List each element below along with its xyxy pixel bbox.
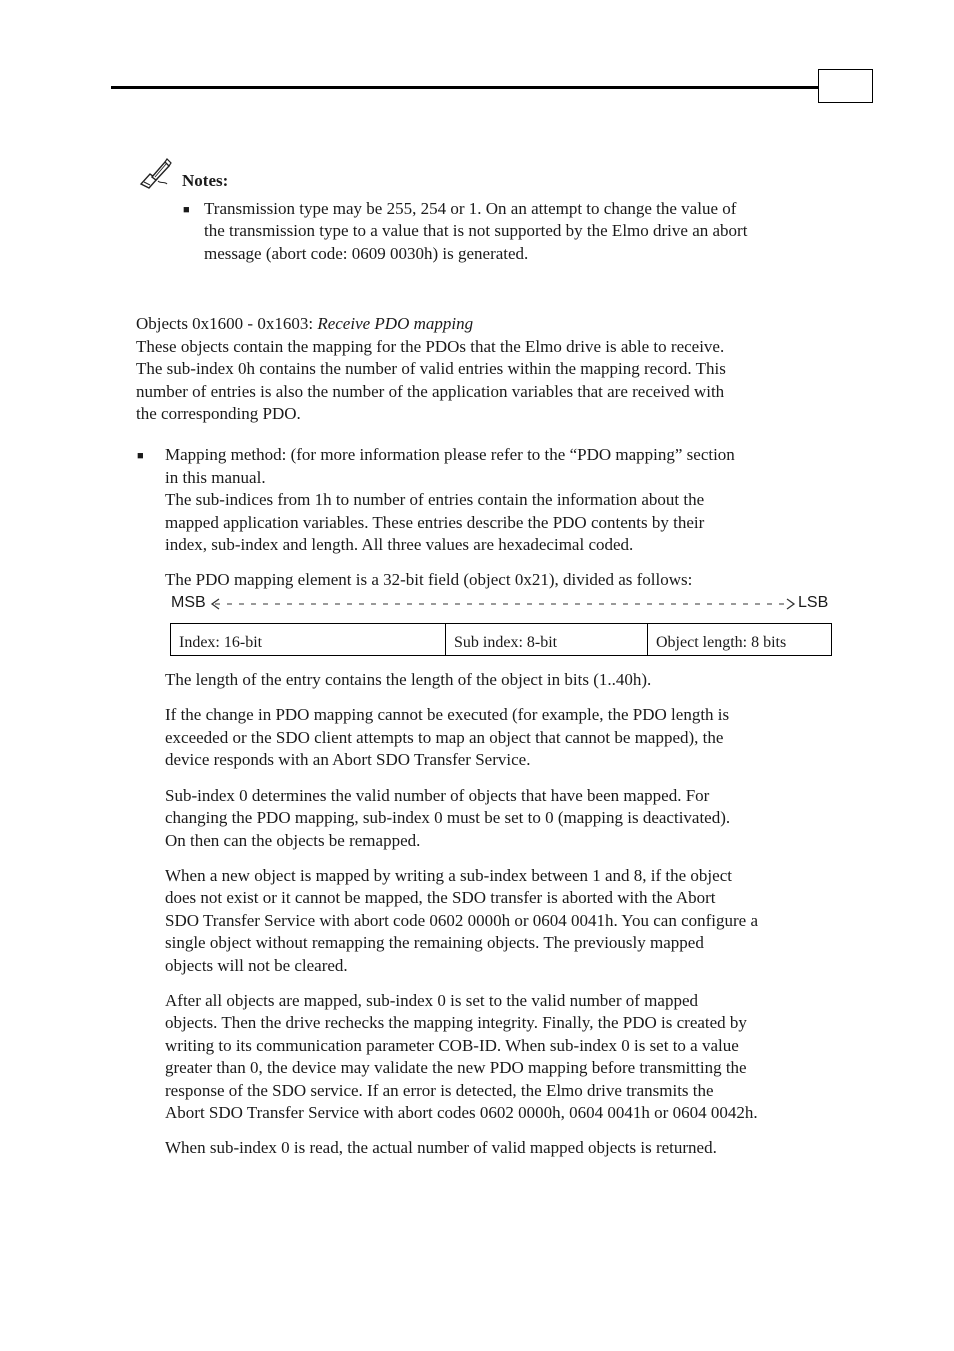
para-5-line-6: Abort SDO Transfer Service with abort codes 0602 0000h, 0604 0041h or 0604 0042h. <box>165 1103 758 1122</box>
para-5-line-3: writing to its communication parameter COB-ID. When sub-index 0 is set to a value <box>165 1036 739 1055</box>
mapping-line-2: in this manual. <box>165 468 266 487</box>
para-2-line-3: device responds with an Abort SDO Transfer Service. <box>165 750 531 769</box>
mapping-line-1: Mapping method: (for more information please refer to the “PDO mapping” section <box>165 445 735 464</box>
para-3-line-1: Sub-index 0 determines the valid number of objects that have been mapped. For <box>165 786 710 805</box>
intro-line-3: number of entries is also the number of the application variables that are received with <box>136 382 725 401</box>
intro-line-4: the corresponding PDO. <box>136 404 301 423</box>
msb-label: MSB <box>171 594 206 611</box>
section-heading-prefix: Objects 0x1600 - 0x1603: <box>136 314 318 333</box>
para-4-line-4: single object without remapping the remaining objects. The previously mapped <box>165 933 704 952</box>
para-4-line-1: When a new object is mapped by writing a sub-index between 1 and 8, if the object <box>165 866 732 885</box>
para-5-line-4: greater than 0, the device may validate the new PDO mapping before transmitting the <box>165 1058 747 1077</box>
page-number-box <box>818 69 873 103</box>
para-2-line-2: exceeded or the SDO client attempts to map an object that cannot be mapped), the <box>165 728 724 747</box>
mapping-line-5: index, sub-index and length. All three values are hexadecimal coded. <box>165 535 634 554</box>
notes-title: Notes: <box>182 171 229 190</box>
intro-line-2: The sub-index 0h contains the number of valid entries within the mapping record. This <box>136 359 726 378</box>
note-pen-icon <box>138 157 172 191</box>
para-4-line-5: objects will not be cleared. <box>165 956 348 975</box>
mapping-line-4: mapped application variables. These entries describe the PDO contents by their <box>165 513 705 532</box>
para-5-line-2: objects. Then the drive rechecks the mapping integrity. Finally, the PDO is created by <box>165 1013 747 1032</box>
mapping-line-3: The sub-indices from 1h to number of entries contain the information about the <box>165 490 705 509</box>
mapping-element-text: The PDO mapping element is a 32-bit field (object 0x21), divided as follows: <box>165 570 693 589</box>
section-heading <box>136 313 473 336</box>
para-1-line-1: The length of the entry contains the length of the object in bits (1..40h). <box>165 670 652 689</box>
field-sub-index: Sub index: 8-bit <box>446 624 648 655</box>
lsb-label: LSB <box>798 594 829 611</box>
header-rule <box>111 86 819 89</box>
para-4-line-2: does not exist or it cannot be mapped, the SDO transfer is aborted with the Abort <box>165 888 716 907</box>
para-3-line-3: On then can the objects be remapped. <box>165 831 421 850</box>
section-heading-title: Receive PDO mapping <box>317 314 474 333</box>
mapping-element-table <box>170 623 832 656</box>
para-4-line-3: SDO Transfer Service with abort code 0602 0000h or 0604 0041h. You can configure a <box>165 911 759 930</box>
notes-item-line-3: message (abort code: 0609 0030h) is generated. <box>204 244 529 263</box>
para-6-line-1: When sub-index 0 is read, the actual number of valid mapped objects is returned. <box>165 1138 717 1157</box>
field-index: Index: 16-bit <box>171 624 446 655</box>
notes-item-line-2: the transmission type to a value that is not supported by the Elmo drive an abort <box>204 221 748 240</box>
para-5-line-5: response of the SDO service. If an error is detected, the Elmo drive transmits the <box>165 1081 714 1100</box>
para-2-line-1: If the change in PDO mapping cannot be executed (for example, the PDO length is <box>165 705 730 724</box>
mapping-bullet-marker: ■ <box>137 450 144 462</box>
msb-lsb-arrow <box>209 596 797 612</box>
para-3-line-2: changing the PDO mapping, sub-index 0 must be set to 0 (mapping is deactivated). <box>165 808 731 827</box>
field-object-length: Object length: 8 bits <box>656 634 787 651</box>
para-5-line-1: After all objects are mapped, sub-index 0 is set to the valid number of mapped <box>165 991 698 1010</box>
notes-bullet-marker: ■ <box>183 204 190 216</box>
intro-line-1: These objects contain the mapping for the PDOs that the Elmo drive is able to receive. <box>136 337 725 356</box>
notes-item-line-1: Transmission type may be 255, 254 or 1. On an attempt to change the value of <box>204 199 737 218</box>
